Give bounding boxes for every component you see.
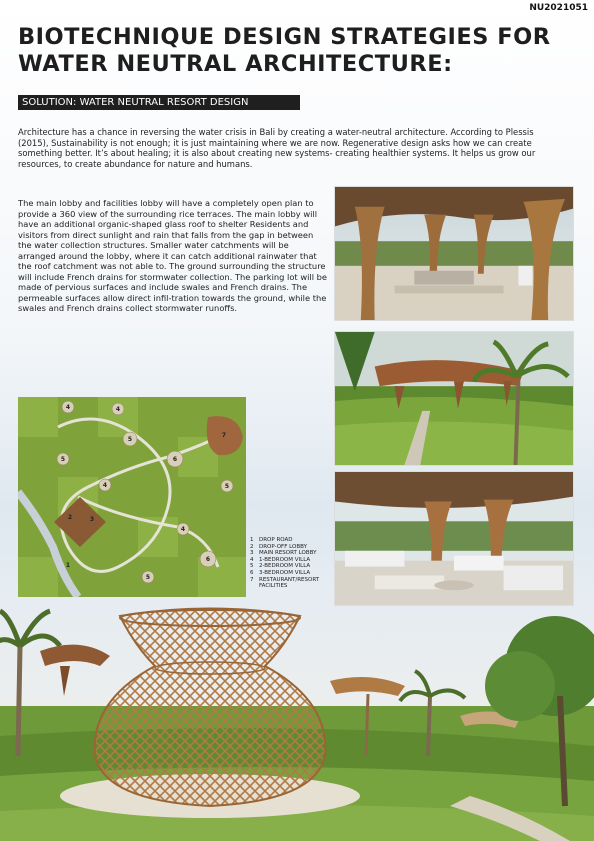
section-subtitle: SOLUTION: WATER NEUTRAL RESORT DESIGN [18,95,300,110]
site-marker-5: 5 [60,456,66,463]
site-marker-3: 3 [89,516,95,523]
site-plan-legend [250,537,340,590]
site-marker-4: 4 [65,404,71,411]
site-marker-7: 7 [221,432,227,439]
lobby-exterior-render [334,331,574,466]
legend-item: 4 1-BEDROOM VILLA [250,556,311,563]
sheet-id: NU2021051 [529,3,588,13]
site-marker-1: 1 [65,562,71,569]
legend-item: 3 MAIN RESORT LOBBY [250,550,317,557]
intro-paragraph: Architecture has a chance in reversing the water crisis in Bali by creating a water-neutral architecture. According to Plessis (2015), Sustainability is not enough; it is just maintaining where we are now. Regenerative design asks how we can create something better. It’s about healing; it is also about creating new systems- creating healthier systems. It helps us grow our resources, to create abundance for nature and humans. [18,127,536,169]
site-marker-5: 5 [224,483,230,490]
site-plan [18,397,246,597]
lobby-interior-render [334,186,574,321]
legend-item: 2 DROP-OFF LOBBY [250,543,307,550]
legend-item: 6 3-BEDROOM VILLA [250,569,311,576]
site-marker-4: 4 [102,482,108,489]
site-marker-5: 5 [145,574,151,581]
pavilion-render [0,606,594,841]
site-marker-2: 2 [67,514,73,521]
legend-item: 5 2-BEDROOM VILLA [250,563,311,570]
site-marker-6: 6 [205,556,211,563]
lobby-description-paragraph: The main lobby and facilities lobby will have a completely open plan to provide a 360 view of the surrounding rice terraces. The main lobby will have an additional organic-shaped glass roof to shelter Residents and visitors from direct sunlight and rain that falls from the gap in between the water collection structures. Smaller water catchments will be arranged around the lobby, where it can catch additional rainwater that the roof catchment was not able to. The ground surrounding the structure will include French drains for stormwater collection. The parking lot will be made of pervious surfaces and include swales and French drains. The permeable surfaces allow direct infil-tration towards the ground, while the swales and French drains collect stormwater runoffs. [18,198,328,313]
legend-item: 7 RESTAURANT/RESORT FACILITIES [250,576,320,590]
site-marker-6: 6 [172,456,178,463]
site-marker-4: 4 [115,406,121,413]
page-title: BIOTECHNIQUE DESIGN STRATEGIES FOR WATER NEUTRAL ARCHITECTURE: [18,24,551,77]
site-marker-5: 5 [127,436,133,443]
site-marker-4: 4 [180,526,186,533]
legend-item: 1 DROP ROAD [250,537,293,543]
lobby-lounge-render [334,471,574,606]
